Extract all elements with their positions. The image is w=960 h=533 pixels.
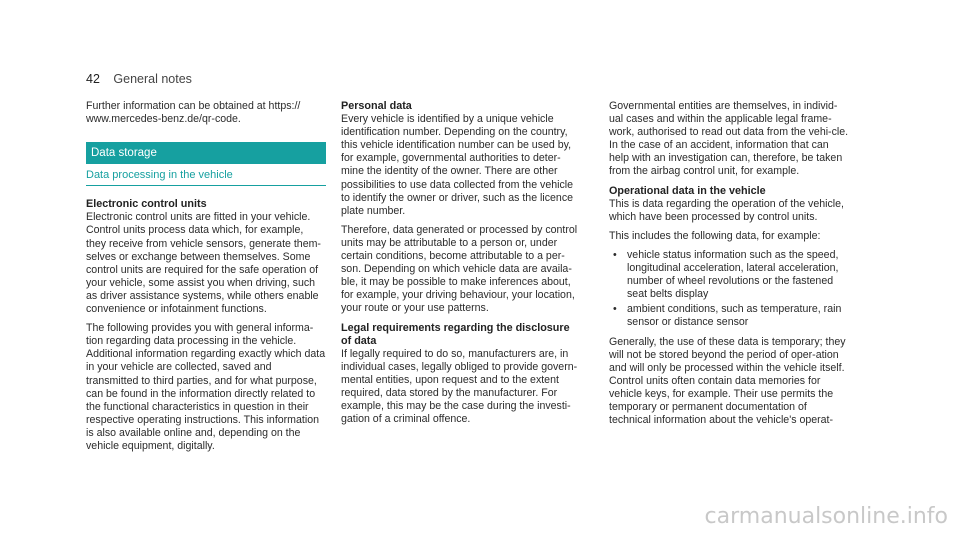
page-number: 42 [86, 72, 100, 86]
operational-intro: This includes the following data, for example: [609, 229, 821, 242]
personal-data-heading: Personal data [341, 100, 412, 112]
section-title: General notes [113, 72, 192, 86]
list-item: • ambient conditions, such as temperature, rain sensor or distance sensor [613, 303, 842, 329]
ecu-block [86, 198, 326, 316]
section-banner: Data storage [86, 142, 326, 164]
column-1 [86, 100, 326, 459]
operational-heading: Operational data in the vehicle [609, 184, 766, 197]
operational-text: This is data regarding the operation of the vehicle, which have been processed by control units. [609, 197, 844, 223]
column-2 [341, 100, 581, 432]
page-header [86, 72, 192, 86]
general-info-paragraph: The following provides you with general informa-tion regarding data processing in the vehicle. Additional information regarding exactly which data in your vehicle are collected, saved and transmitted to third parties, and for what purpose, can be found in the information directly related to the functional characteristics in question in their respective operating instructions. This information is also available online and, depending on the vehicle equipment, digitally. [86, 322, 326, 452]
watermark: carmanualsonline.info [704, 504, 948, 529]
bullet-icon: • [613, 248, 617, 261]
ecu-heading: Electronic control units [86, 198, 207, 211]
legal-heading: Legal requirements regarding the disclosure of data [341, 321, 570, 347]
personal-data-block [341, 100, 581, 218]
personal-data-text-2: Therefore, data generated or processed by control units may be attributable to a person or, under certain conditions, become attributable to a per-son. Depending on which vehicle data are availa-ble, it may be possible to make inferences about, for example, your driving behaviour, your location, your route or your use patterns. [341, 223, 578, 315]
column-3 [609, 100, 849, 433]
list-item: • vehicle status information such as the speed, longitudinal acceleration, lateral acceleration, number of wheel revolutions or the fastened seat belts display [613, 248, 839, 301]
ecu-text: Electronic control units are fitted in your vehicle. Control units process data which, for example, they receive from vehicle sensors, generate them-selves or exchange between themselves. Some control units are required for the safe operation of your vehicle, some assist you when driving, such as driver assistance systems, while others enable convenience or infotainment functions. [86, 211, 321, 316]
governmental-paragraph: Governmental entities are themselves, in individ-ual cases and within the applicable legal frame-work, authorised to read out data from the vehi-cle. In the case of an accident, information that can help with an investigation can, therefore, be taken from the airbag control unit, for example. [609, 100, 849, 178]
bullet-icon: • [613, 303, 617, 316]
legal-block [341, 322, 581, 427]
subsection-heading: Data processing in the vehicle [86, 164, 326, 186]
legal-text: If legally required to do so, manufacturers are, in individual cases, legally obliged to provide govern-mental entities, upon request and to the extent required, data stored by the manufacturer. For example, this may be the case during the investi-gation of a criminal offence. [341, 347, 578, 426]
personal-data-text: Every vehicle is identified by a unique vehicle identification number. Depending on the country, this vehicle identification number can be used by, for example, governmental authorities to deter-mine the identity of the owner. There are other possibilities to use data collected from the vehicle to identify the owner or driver, such as the licence plate number. [341, 113, 574, 217]
operational-block [609, 185, 849, 224]
operational-list [609, 249, 849, 330]
general-usage-paragraph: Generally, the use of these data is temporary; they will not be stored beyond the period of oper-ation and will only be processed within the vehicle itself. Control units often contain data memories for vehicle keys, for example. Their use permits the temporary or permanent documentation of technical information about the vehicle's operat- [609, 335, 846, 427]
intro-paragraph: Further information can be obtained at https:// www.mercedes-benz.de/qr-code. [86, 100, 301, 126]
